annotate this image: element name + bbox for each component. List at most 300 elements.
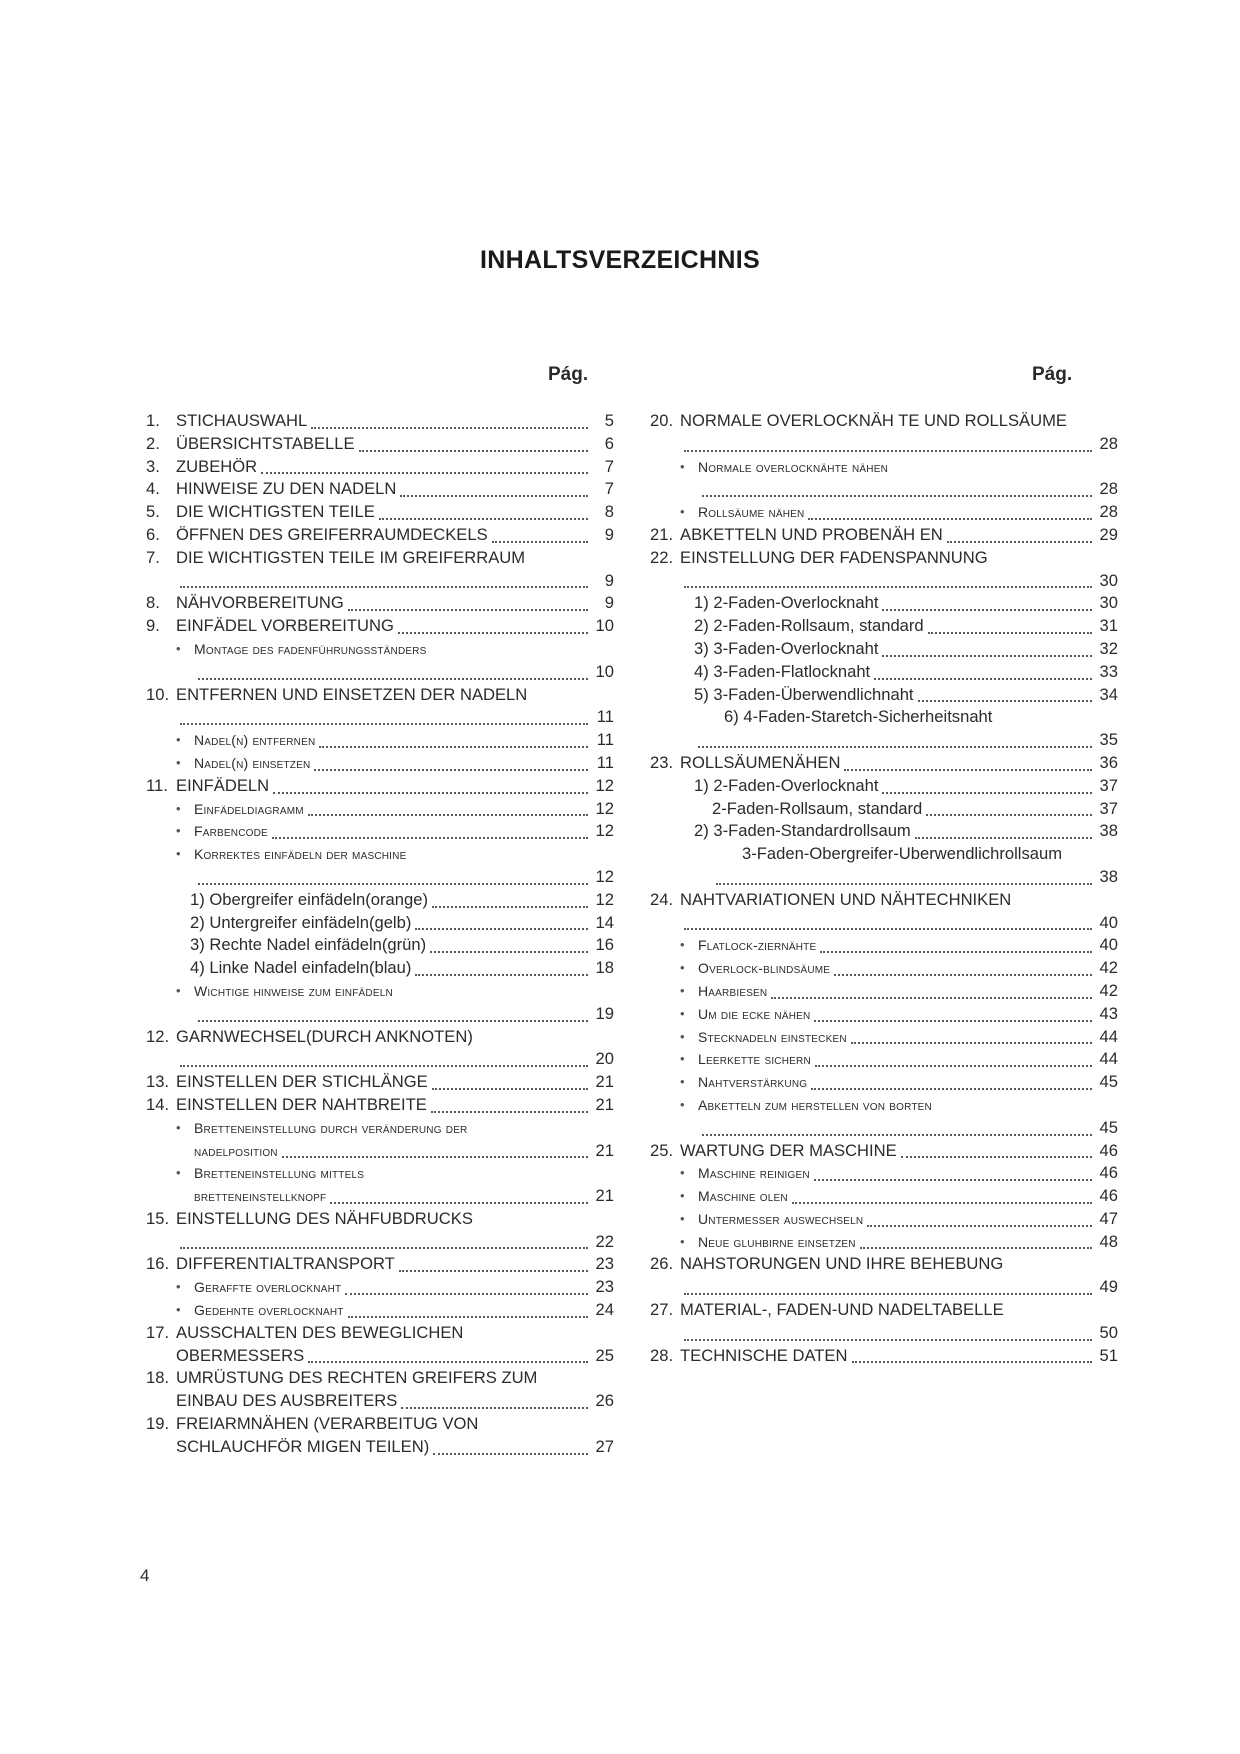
- page-ref: 9: [604, 524, 614, 544]
- dot-leader: [811, 1088, 1092, 1090]
- entry-title-continued: nadelposition: [194, 1142, 278, 1159]
- entry-title: Normale overlocknähte nähen: [698, 458, 888, 475]
- bullet: •: [680, 1233, 685, 1249]
- entry-number: 1.: [146, 411, 160, 430]
- entry-number: 11.: [146, 775, 168, 795]
- toc-entry: [146, 592, 614, 615]
- page-ref: 31: [1099, 616, 1118, 636]
- dot-leader: [852, 1361, 1093, 1363]
- entry-number: 8.: [146, 593, 160, 613]
- page-ref: 36: [1099, 752, 1118, 772]
- toc-entry: [650, 1048, 1118, 1071]
- entry-title: Untermesser auswechseln: [698, 1210, 864, 1227]
- toc-entry: [650, 798, 1118, 821]
- page-ref: 40: [1099, 935, 1118, 955]
- entry-title: Korrektes einfädeln der maschine: [194, 846, 407, 863]
- toc-entry-leader-line: [146, 1345, 614, 1368]
- toc-entry-title-line: [146, 547, 614, 570]
- toc-entry-leader-line: [146, 1185, 614, 1208]
- entry-title: 2) 3-Faden-Standardrollsaum: [694, 821, 911, 841]
- toc-entry: [146, 1253, 614, 1276]
- dot-leader: [330, 1202, 588, 1204]
- toc-entry: [650, 501, 1118, 524]
- bullet: •: [680, 1005, 685, 1021]
- entry-number: 4.: [146, 479, 160, 499]
- toc-entry: [146, 1276, 614, 1299]
- bullet: •: [680, 1096, 685, 1112]
- entry-title-continued: OBERMESSERS: [176, 1345, 305, 1365]
- bullet: •: [176, 800, 181, 816]
- toc-entry: [650, 638, 1118, 661]
- entry-title: AUSSCHALTEN DES BEWEGLICHEN: [176, 1322, 464, 1342]
- toc-entry: [650, 934, 1118, 957]
- entry-title: EINSTELLUNG DES NÄHFUBDRUCKS: [176, 1208, 473, 1228]
- toc-entry: [146, 889, 614, 912]
- entry-title: 5) 3-Faden-Überwendlichnaht: [694, 684, 914, 704]
- dot-leader: [698, 746, 1092, 748]
- toc-column-right: [650, 410, 1118, 1367]
- page-ref: 45: [1099, 1072, 1118, 1092]
- entry-number: 18.: [146, 1368, 170, 1388]
- dot-leader: [198, 883, 588, 885]
- entry-number: [712, 843, 742, 866]
- toc-entry-title-line: [146, 1208, 614, 1231]
- dot-leader: [901, 1156, 1092, 1158]
- page-ref: 44: [1099, 1049, 1118, 1069]
- entry-title: 1) 2-Faden-Overlocknaht: [694, 775, 879, 795]
- dot-leader: [882, 792, 1092, 794]
- entry-number: 12.: [146, 1026, 170, 1046]
- bullet: •: [176, 640, 181, 656]
- entry-title: Nahtverstärkung: [698, 1074, 808, 1091]
- toc-entry-title-line: [650, 843, 1118, 866]
- entry-number: 7.: [146, 547, 160, 567]
- toc-entry-title-line: [146, 1413, 614, 1436]
- page-ref: 37: [1099, 798, 1118, 818]
- entry-title: Leerkette sichern: [698, 1051, 811, 1068]
- dot-leader: [947, 541, 1092, 543]
- page-ref: 22: [595, 1231, 614, 1251]
- dot-leader: [867, 1225, 1092, 1227]
- entry-title: EINSTELLEN DER STICHLÄNGE: [176, 1072, 428, 1092]
- dot-leader: [379, 518, 588, 520]
- page-ref: 42: [1099, 958, 1118, 978]
- toc-entry: [650, 752, 1118, 775]
- dot-leader: [180, 586, 588, 588]
- toc-entry: [146, 456, 614, 479]
- page-ref: 40: [1099, 912, 1118, 932]
- entry-title: Nadel(n) entfernen: [194, 732, 316, 749]
- page-ref: 7: [604, 456, 614, 476]
- dot-leader: [702, 1134, 1092, 1136]
- bullet: •: [680, 1188, 685, 1204]
- entry-title-continued: bretteneinstellknopf: [194, 1188, 327, 1205]
- dot-leader: [180, 1247, 588, 1249]
- page-ref: 7: [604, 479, 614, 499]
- entry-title: NAHTVARIATIONEN UND NÄHTECHNIKEN: [680, 889, 1012, 909]
- toc-entry-leader-line: [146, 1436, 614, 1459]
- toc-entry: [146, 1413, 614, 1459]
- dot-leader: [860, 1247, 1092, 1249]
- entry-number: 2.: [146, 433, 160, 453]
- page-ref: 21: [595, 1186, 614, 1206]
- entry-title: 4) 3-Faden-Flatlocknaht: [694, 661, 871, 681]
- entry-number: [694, 706, 724, 729]
- toc-entry: [146, 912, 614, 935]
- entry-number: 26.: [650, 1254, 674, 1274]
- entry-number: 28.: [650, 1345, 674, 1365]
- dot-leader: [432, 1088, 588, 1090]
- toc-column-left: [146, 410, 614, 1459]
- toc-entry: [146, 478, 614, 501]
- dot-leader: [882, 655, 1092, 657]
- dot-leader: [359, 450, 588, 452]
- dot-leader: [272, 837, 588, 839]
- toc-entry: [146, 1162, 614, 1208]
- toc-entry-leader-line: [650, 570, 1118, 593]
- page-ref: 28: [1099, 479, 1118, 499]
- page-ref: 50: [1099, 1322, 1118, 1342]
- toc-entry-title-line: [650, 1253, 1118, 1276]
- entry-title: NORMALE OVERLOCKNÄH TE UND ROLLSÄUME: [680, 411, 1067, 430]
- bullet: •: [176, 982, 181, 998]
- toc-entry: [650, 706, 1118, 752]
- entry-number: 9.: [146, 616, 160, 636]
- entry-title: STICHAUSWAHL: [176, 411, 308, 430]
- toc-entry: [146, 433, 614, 456]
- toc-entry: [650, 1094, 1118, 1140]
- page-ref: 12: [595, 821, 614, 841]
- entry-number: 5.: [146, 502, 160, 522]
- bullet: •: [176, 823, 181, 839]
- bullet: •: [680, 1051, 685, 1067]
- page-ref: 11: [596, 752, 614, 772]
- toc-entry: [650, 1345, 1118, 1368]
- bullet: •: [176, 846, 181, 862]
- dot-leader: [261, 472, 588, 474]
- entry-title: 2-Faden-Rollsaum, standard: [712, 798, 923, 818]
- toc-entry: [146, 980, 614, 1026]
- entry-title: 6) 4-Faden-Staretch-Sicherheitsnaht: [724, 707, 993, 727]
- entry-number: 6.: [146, 524, 160, 544]
- page-ref: 12: [595, 775, 614, 795]
- toc-entry-title-line: [146, 1117, 614, 1140]
- page-ref: 32: [1099, 638, 1118, 658]
- toc-entry: [650, 1140, 1118, 1163]
- entry-title: ÖFFNEN DES GREIFERRAUMDECKELS: [176, 524, 488, 544]
- page-column-header-right: Pág.: [1032, 364, 1073, 385]
- page-ref: 8: [604, 502, 614, 522]
- toc-entry: [146, 547, 614, 593]
- dot-leader: [684, 586, 1092, 588]
- dot-leader: [918, 700, 1092, 702]
- page-ref: 16: [595, 935, 614, 955]
- toc-entry: [650, 1162, 1118, 1185]
- page-ref: 51: [1099, 1345, 1118, 1365]
- dot-leader: [492, 541, 588, 543]
- entry-title: Nadel(n) einsetzen: [194, 754, 311, 771]
- dot-leader: [198, 678, 588, 680]
- entry-number: 20.: [650, 411, 674, 430]
- page-ref: 30: [1099, 570, 1118, 590]
- entry-title: Flatlock-ziernähte: [698, 937, 817, 954]
- toc-entry-leader-line: [146, 1231, 614, 1254]
- page-column-header-left: Pág.: [548, 364, 589, 385]
- toc-entry: [650, 820, 1118, 843]
- toc-entry: [146, 501, 614, 524]
- entry-title: Stecknadeln einstecken: [698, 1028, 847, 1045]
- entry-title: NAHSTORUNGEN UND IHRE BEHEBUNG: [680, 1254, 1004, 1274]
- entry-title: UMRÜSTUNG DES RECHTEN GREIFERS ZUM: [176, 1368, 538, 1388]
- toc-entry-leader-line: [650, 478, 1118, 501]
- dot-leader: [282, 1156, 588, 1158]
- entry-number: 22.: [650, 547, 674, 567]
- entry-title: MATERIAL-, FADEN-UND NADELTABELLE: [680, 1300, 1004, 1320]
- bullet: •: [176, 1279, 181, 1295]
- toc-entry: [650, 456, 1118, 502]
- page-ref: 12: [595, 866, 614, 886]
- dot-leader: [684, 1339, 1092, 1341]
- entry-title: Overlock-blindsäume: [698, 960, 831, 977]
- dot-leader: [273, 792, 588, 794]
- toc-entry: [146, 1117, 614, 1163]
- dot-leader: [874, 678, 1092, 680]
- dot-leader: [319, 746, 588, 748]
- toc-entry: [650, 1299, 1118, 1345]
- entry-title: Haarbiesen: [698, 982, 768, 999]
- toc-entry-title-line: [146, 843, 614, 866]
- dot-leader: [433, 1453, 588, 1455]
- entry-title: Neue gluhbirne einsetzen: [698, 1233, 856, 1250]
- dot-leader: [401, 1407, 588, 1409]
- page-ref: 6: [604, 433, 614, 453]
- bullet: •: [680, 982, 685, 998]
- toc-entry-title-line: [650, 1094, 1118, 1117]
- entry-number: 17.: [146, 1322, 170, 1342]
- toc-entry-leader-line: [146, 1390, 614, 1413]
- toc-entry: [146, 1367, 614, 1413]
- entry-number: 19.: [146, 1414, 170, 1434]
- page-ref: 10: [595, 661, 614, 681]
- toc-entry: [650, 524, 1118, 547]
- entry-number: 14.: [146, 1094, 170, 1114]
- entry-title: DIE WICHTIGSTEN TEILE: [176, 502, 375, 522]
- page-ref: 33: [1099, 661, 1118, 681]
- toc-entry: [146, 957, 614, 980]
- page-ref: 34: [1099, 684, 1118, 704]
- bullet: •: [680, 960, 685, 976]
- page-ref: 45: [1099, 1117, 1118, 1137]
- entry-number: 10.: [146, 684, 170, 704]
- entry-title: 3) Rechte Nadel einfädeln(grün): [190, 935, 427, 955]
- toc-entry-title-line: [650, 456, 1118, 479]
- bullet: •: [176, 732, 181, 748]
- toc-entry: [650, 1071, 1118, 1094]
- bullet: •: [680, 504, 685, 520]
- dot-leader: [400, 495, 588, 497]
- entry-title: Geraffte overlocknaht: [194, 1279, 342, 1296]
- page-ref: 11: [596, 730, 614, 750]
- page-ref: 38: [1099, 821, 1118, 841]
- bullet: •: [176, 1119, 181, 1135]
- entry-title: Montage des fadenführungsständers: [194, 640, 427, 657]
- toc-entry: [650, 684, 1118, 707]
- page-ref: 35: [1099, 730, 1118, 750]
- entry-title: 2) 2-Faden-Rollsaum, standard: [694, 616, 924, 636]
- toc-entry: [146, 775, 614, 798]
- page-ref: 12: [595, 798, 614, 818]
- page-title: INHALTSVERZEICHNIS: [480, 246, 760, 274]
- toc-entry-leader-line: [146, 570, 614, 593]
- toc-entry: [650, 1231, 1118, 1254]
- toc-entry-leader-line: [650, 1117, 1118, 1140]
- entry-title: ABKETTELN UND PROBENÄH EN: [680, 524, 943, 544]
- toc-entry-leader-line: [146, 1003, 614, 1026]
- dot-leader: [308, 1361, 588, 1363]
- toc-entry-title-line: [146, 1367, 614, 1390]
- toc-entry: [650, 410, 1118, 456]
- page-ref: 19: [595, 1003, 614, 1023]
- entry-title: WARTUNG DER MASCHINE: [680, 1140, 897, 1160]
- page-ref: 11: [596, 707, 614, 727]
- page-ref: 12: [595, 889, 614, 909]
- entry-title: Einfädeldiagramm: [194, 800, 304, 817]
- toc-entry-leader-line: [650, 912, 1118, 935]
- dot-leader: [684, 928, 1092, 930]
- dot-leader: [415, 928, 588, 930]
- bullet: •: [680, 1028, 685, 1044]
- page-ref: 21: [595, 1072, 614, 1092]
- entry-title: DIE WICHTIGSTEN TEILE IM GREIFERRAUM: [176, 547, 526, 567]
- dot-leader: [430, 951, 588, 953]
- page-ref: 29: [1099, 524, 1118, 544]
- toc-entry: [146, 1094, 614, 1117]
- dot-leader: [348, 609, 588, 611]
- entry-number: 15.: [146, 1208, 170, 1228]
- entry-number: 24.: [650, 889, 674, 909]
- toc-entry: [146, 752, 614, 775]
- page-ref: 38: [1099, 866, 1118, 886]
- dot-leader: [926, 814, 1092, 816]
- toc-entry: [146, 820, 614, 843]
- bullet: •: [680, 1165, 685, 1181]
- entry-title: TECHNISCHE DATEN: [680, 1345, 848, 1365]
- toc-entry: [650, 1185, 1118, 1208]
- page-ref: 30: [1099, 593, 1118, 613]
- dot-leader: [834, 974, 1092, 976]
- toc-entry-leader-line: [650, 433, 1118, 456]
- page-ref: 46: [1099, 1186, 1118, 1206]
- entry-title: ENTFERNEN UND EINSETZEN DER NADELN: [176, 684, 528, 704]
- entry-title: EINSTELLEN DER NAHTBREITE: [176, 1094, 427, 1114]
- entry-title: 1) Obergreifer einfädeln(orange): [190, 889, 428, 909]
- dot-leader: [815, 1065, 1092, 1067]
- bullet: •: [176, 754, 181, 770]
- page-ref: 23: [595, 1277, 614, 1297]
- entry-title: Rollsäume nähen: [698, 504, 805, 521]
- page-ref: 37: [1099, 775, 1118, 795]
- toc-entry-leader-line: [650, 1276, 1118, 1299]
- entry-number: 27.: [650, 1300, 674, 1320]
- entry-title: Wichtige hinweise zum einfädeln: [194, 982, 393, 999]
- entry-title: Gedehnte overlocknaht: [194, 1302, 344, 1319]
- entry-title: Farbencode: [194, 823, 268, 840]
- toc-entry-title-line: [146, 638, 614, 661]
- toc-entry-leader-line: [650, 1322, 1118, 1345]
- page-ref: 20: [595, 1049, 614, 1069]
- page-ref: 9: [604, 570, 614, 590]
- entry-title: 4) Linke Nadel einfadeln(blau): [190, 958, 412, 978]
- bullet: •: [176, 1302, 181, 1318]
- page-ref: 28: [1099, 433, 1118, 453]
- toc-entry-leader-line: [146, 866, 614, 889]
- toc-entry: [146, 684, 614, 730]
- dot-leader: [915, 837, 1092, 839]
- page-ref: 44: [1099, 1026, 1118, 1046]
- entry-title: DIFFERENTIALTRANSPORT: [176, 1254, 395, 1274]
- toc-entry-title-line: [146, 1322, 614, 1345]
- page-ref: 27: [595, 1436, 614, 1456]
- dot-leader: [792, 1202, 1092, 1204]
- dot-leader: [716, 883, 1092, 885]
- page-ref: 47: [1099, 1208, 1118, 1228]
- toc-entry: [146, 1322, 614, 1368]
- dot-leader: [808, 518, 1092, 520]
- entry-number: 25.: [650, 1140, 674, 1160]
- entry-title-continued: EINBAU DES AUSBREITERS: [176, 1391, 398, 1411]
- toc-entry-title-line: [650, 706, 1118, 729]
- toc-entry-title-line: [146, 684, 614, 707]
- toc-entry: [146, 798, 614, 821]
- entry-title: HINWEISE ZU DEN NADELN: [176, 479, 397, 499]
- page-ref: 42: [1099, 980, 1118, 1000]
- entry-title: Um die ecke nähen: [698, 1005, 811, 1022]
- toc-entry: [146, 1071, 614, 1094]
- toc-entry: [650, 615, 1118, 638]
- toc-entry: [146, 1299, 614, 1322]
- toc-entry: [650, 1026, 1118, 1049]
- dot-leader: [684, 450, 1092, 452]
- toc-entry-leader-line: [650, 866, 1118, 889]
- dot-leader: [399, 1270, 588, 1272]
- entry-title: Bretteneinstellung mittels: [194, 1165, 365, 1182]
- toc-entry: [146, 638, 614, 684]
- entry-number: 3.: [146, 456, 160, 476]
- dot-leader: [851, 1042, 1092, 1044]
- dot-leader: [415, 974, 588, 976]
- page-ref: 49: [1099, 1277, 1118, 1297]
- dot-leader: [928, 632, 1092, 634]
- entry-number: 13.: [146, 1072, 170, 1092]
- dot-leader: [814, 1020, 1092, 1022]
- page-number: 4: [140, 1566, 150, 1585]
- page-ref: 21: [595, 1094, 614, 1114]
- toc-entry: [146, 1208, 614, 1254]
- bullet: •: [680, 937, 685, 953]
- entry-title: EINFÄDELN: [176, 775, 270, 795]
- toc-entry: [650, 775, 1118, 798]
- page-ref: 26: [595, 1391, 614, 1411]
- toc-entry-leader-line: [146, 1048, 614, 1071]
- entry-title: Maschine reinigen: [698, 1165, 810, 1182]
- page-ref: 28: [1099, 502, 1118, 522]
- entry-title: GARNWECHSEL(DURCH ANKNOTEN): [176, 1026, 473, 1046]
- toc-entry: [146, 729, 614, 752]
- toc-entry: [650, 957, 1118, 980]
- entry-title: NÄHVORBEREITUNG: [176, 593, 344, 613]
- dot-leader: [198, 1020, 588, 1022]
- toc-entry: [146, 934, 614, 957]
